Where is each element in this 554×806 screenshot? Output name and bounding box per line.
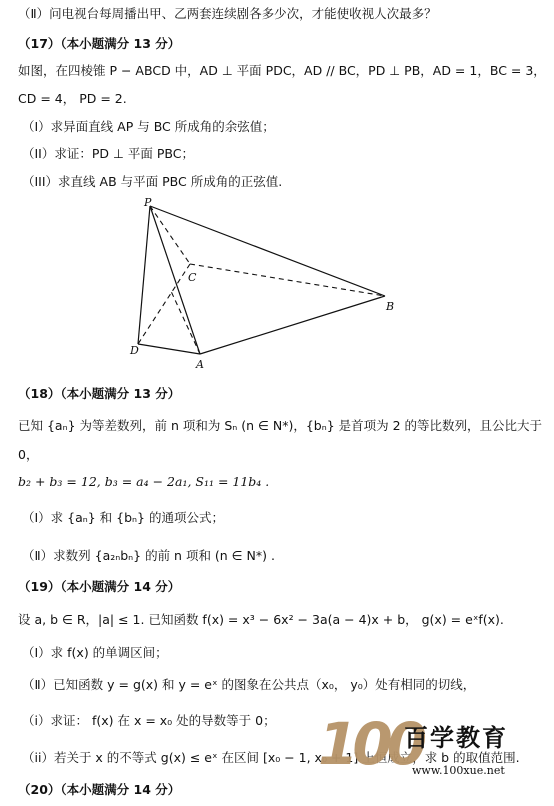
text-line: （Ⅱ）已知函数 y = g(x) 和 y = eˣ 的图象在公共点（x₀， y₀）处有相同的切线， — [22, 677, 476, 692]
problem-18-heading: （18）（本小题满分 13 分） — [18, 386, 181, 401]
label-p: P — [144, 196, 152, 209]
text-line: （III）求直线 AB 与平面 PBC 所成角的正弦值. — [22, 174, 283, 189]
pyramid-figure — [120, 196, 410, 376]
label-d: D — [130, 344, 139, 357]
watermark-logo — [318, 712, 538, 788]
label-a: A — [196, 358, 204, 371]
text-line: （Ⅱ）求数列 {a₂ₙbₙ} 的前 n 项和 (n ∈ N*) . — [22, 548, 275, 563]
text-line: 设 a, b ∈ R，|a| ≤ 1. 已知函数 f(x) = x³ − 6x² − 3a(a − 4)x + b， g(x) = eˣf(x). — [18, 612, 504, 627]
edge-pb — [150, 206, 385, 296]
label-c: C — [188, 271, 197, 284]
edge-ac-hidden — [170, 289, 200, 354]
logo-number: 100 — [318, 710, 422, 778]
text-line: （Ⅰ）求 {aₙ} 和 {bₙ} 的通项公式； — [22, 510, 224, 525]
problem-19-heading: （19）（本小题满分 14 分） — [18, 579, 181, 594]
text-line: CD = 4， PD = 2. — [18, 91, 127, 106]
text-line: 已知 {aₙ} 为等差数列，前 n 项和为 Sₙ (n ∈ N*)，{bₙ} 是首项为 2 的等比数列，且公比大于 — [18, 418, 543, 433]
text-line: b₂ + b₃ = 12, b₃ = a₄ − 2a₁, S₁₁ = 11b₄ . — [18, 474, 270, 489]
edge-cb — [190, 264, 385, 296]
text-line: （ii）若关于 x 的不等式 g(x) ≤ eˣ 在区间 [x₀ − 1, x₀ + 1] 上恒成立，求 b 的取值范围. — [22, 750, 520, 765]
text-line: （I）求异面直线 AP 与 BC 所成角的余弦值； — [22, 119, 275, 134]
logo-brand: 百学教育 — [404, 724, 508, 752]
problem-17-heading: （17）（本小题满分 13 分） — [18, 36, 181, 51]
label-b: B — [386, 300, 395, 313]
edge-da — [138, 344, 200, 354]
text-line: （Ⅱ）问电视台每周播出甲、乙两套连续剧各多少次，才能使收视人次最多？ — [18, 6, 437, 21]
edge-cd — [138, 264, 190, 344]
logo-url: www.100xue.net — [412, 764, 505, 777]
edge-pc — [150, 206, 190, 264]
text-line: 如图，在四棱锥 P − ABCD 中，AD ⊥ 平面 PDC，AD // BC，PD ⊥ PB，AD = 1，BC = 3， — [18, 63, 546, 78]
text-line: （i）求证： f(x) 在 x = x₀ 处的导数等于 0； — [22, 713, 276, 728]
problem-20-heading: （20）（本小题满分 14 分） — [18, 782, 181, 797]
edge-ab — [200, 296, 385, 354]
text-line: 0， — [18, 447, 39, 462]
edge-pd — [138, 206, 150, 344]
text-line: （Ⅰ）求 f(x) 的单调区间； — [22, 645, 168, 660]
text-line: （II）求证：PD ⊥ 平面 PBC； — [22, 146, 194, 161]
